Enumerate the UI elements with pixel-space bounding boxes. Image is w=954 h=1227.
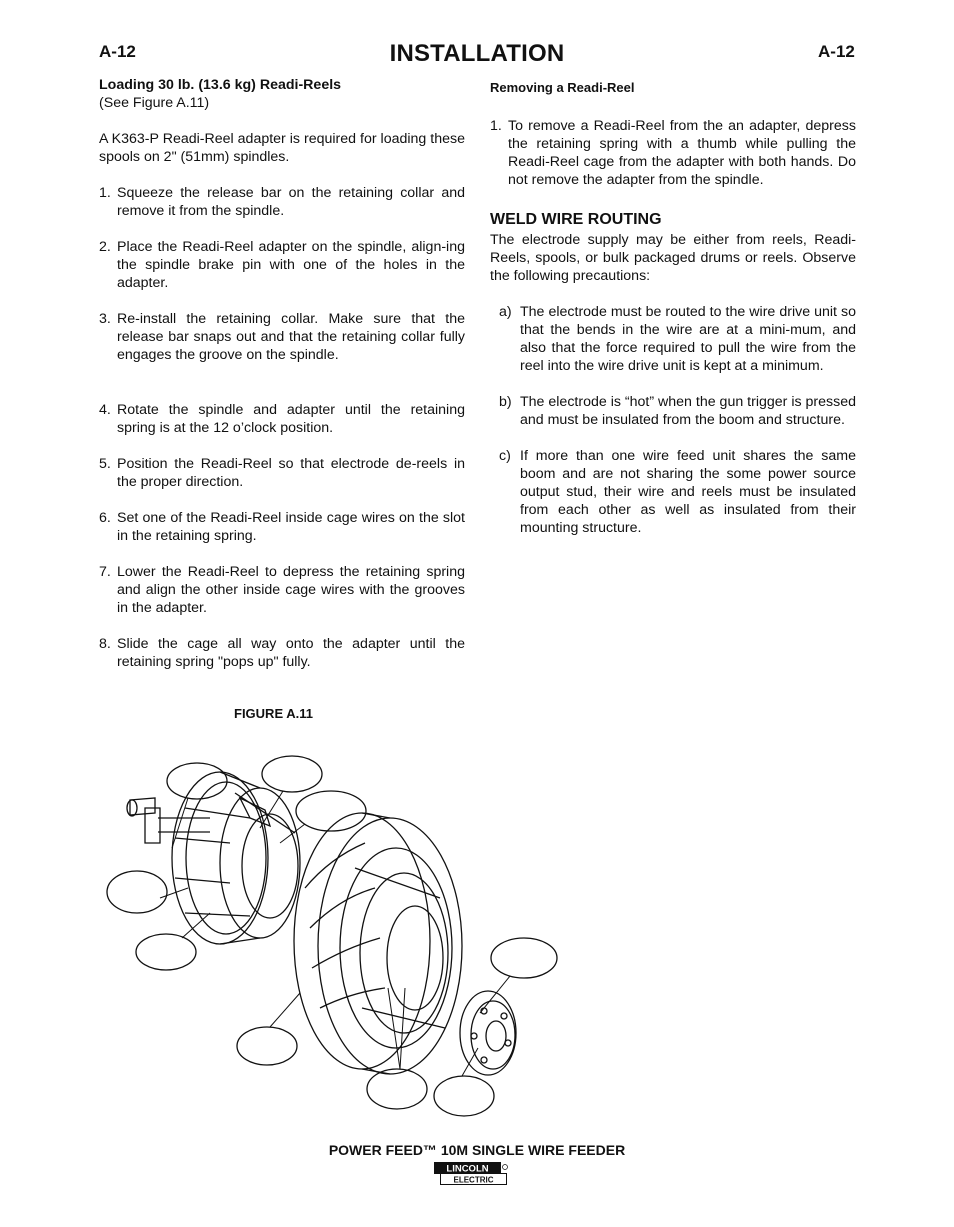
- precaution-text: If more than one wire feed unit shares the same boom and are not sharing the some power source output stud, their wire and reels must be insulated from each other as well as insulated from their mounting structure.: [520, 448, 856, 536]
- step-number: 4.: [99, 402, 111, 418]
- callout-bubble: [367, 1069, 427, 1109]
- callout-bubble: [136, 934, 196, 970]
- left-column: [99, 76, 465, 671]
- step-number: 2.: [99, 239, 111, 255]
- registered-mark-icon: [503, 1165, 508, 1170]
- step-text: To remove a Readi-Reel from the an adapter, depress the retaining spring with a thumb while pulling the Readi-Reel cage from the adapter with both hands. Do not remove the adapter from the spindle.: [508, 118, 856, 188]
- callout-bubble: [296, 791, 366, 831]
- step-text: Rotate the spindle and adapter until the retaining spring is at the 12 o’clock position.: [117, 402, 465, 436]
- removal-step: [490, 117, 856, 189]
- callout-bubble: [237, 1027, 297, 1065]
- weld-wire-routing-heading: WELD WIRE ROUTING: [490, 211, 662, 228]
- step-item: [99, 455, 465, 491]
- leader-lines: [160, 791, 510, 1076]
- callout-bubble: [167, 763, 227, 799]
- loading-heading: Loading 30 lb. (13.6 kg) Readi-Reels: [99, 77, 342, 93]
- page-code-right: A-12: [818, 42, 855, 61]
- step-item: [99, 310, 465, 364]
- routing-intro: The electrode supply may be either from reels, Readi-Reels, spools, or bulk packaged drums or reels. Observe the following precautions:: [490, 232, 856, 284]
- step-text: Set one of the Readi-Reel inside cage wires on the slot in the retaining spring.: [117, 510, 465, 544]
- precaution-text: The electrode is “hot” when the gun trigger is pressed and must be insulated from the boom and structure.: [520, 394, 856, 428]
- readi-reel-coil: [294, 813, 462, 1074]
- callout-bubble: [262, 756, 322, 792]
- step-number: 1.: [490, 118, 502, 134]
- step-text: Squeeze the release bar on the retaining collar and remove it from the spindle.: [117, 185, 465, 219]
- step-text: Place the Readi-Reel adapter on the spindle, align-ing the spindle brake pin with one of the holes in the adapter.: [117, 239, 465, 291]
- readi-reel-adapter: [172, 772, 300, 944]
- step-number: 3.: [99, 311, 111, 327]
- step-text: Slide the cage all way onto the adapter until the retaining spring "pops up" fully.: [117, 636, 465, 670]
- step-text: Lower the Readi-Reel to depress the retaining spring and align the other inside cage wires with the grooves in the adapter.: [117, 564, 465, 616]
- lincoln-electric-logo: [434, 1162, 510, 1186]
- callout-bubble: [107, 871, 167, 913]
- loading-intro: A K363-P Readi-Reel adapter is required for loading these spools on 2" (51mm) spindles.: [99, 131, 465, 165]
- precaution-letter: b): [499, 394, 512, 410]
- precaution-item: [490, 303, 856, 375]
- step-item: [99, 635, 465, 671]
- logo-electric-text: ELECTRIC: [453, 1175, 494, 1185]
- figure-label: FIGURE A.11: [234, 706, 313, 721]
- precaution-letter: a): [499, 304, 512, 320]
- removing-heading: Removing a Readi-Reel: [490, 80, 635, 95]
- step-number: 5.: [99, 456, 111, 472]
- step-number: 7.: [99, 564, 111, 580]
- step-item: [99, 563, 465, 617]
- step-number: 1.: [99, 185, 111, 201]
- right-column: [490, 79, 856, 537]
- page-code-left: A-12: [99, 42, 136, 61]
- precaution-item: [490, 447, 856, 537]
- page-title: INSTALLATION: [389, 40, 565, 67]
- step-text: Re-install the retaining collar. Make sure that the release bar snaps out and that the retaining collar fully engages the groove on the spindle.: [117, 311, 465, 363]
- step-number: 6.: [99, 510, 111, 526]
- callout-bubble: [434, 1076, 494, 1116]
- loading-subheading: (See Figure A.11): [99, 95, 210, 111]
- callout-bubble: [491, 938, 557, 978]
- step-number: 8.: [99, 636, 111, 652]
- readi-reel-figure: [100, 748, 560, 1118]
- footer-product-title: POWER FEED™ 10M SINGLE WIRE FEEDER: [328, 1142, 626, 1158]
- step-text: Position the Readi-Reel so that electrode de-reels in the proper direction.: [117, 456, 465, 490]
- logo-lincoln-text: LINCOLN: [446, 1163, 489, 1175]
- precaution-letter: c): [499, 448, 511, 464]
- step-item: [99, 184, 465, 220]
- step-item: [99, 401, 465, 437]
- precaution-text: The electrode must be routed to the wire drive unit so that the bends in the wire are at a mini-mum, and also that the force required to pull the wire from the reel into the wire drive unit is kept at a minimum.: [520, 304, 856, 374]
- step-item: [99, 238, 465, 292]
- precaution-item: [490, 393, 856, 429]
- step-item: [99, 509, 465, 545]
